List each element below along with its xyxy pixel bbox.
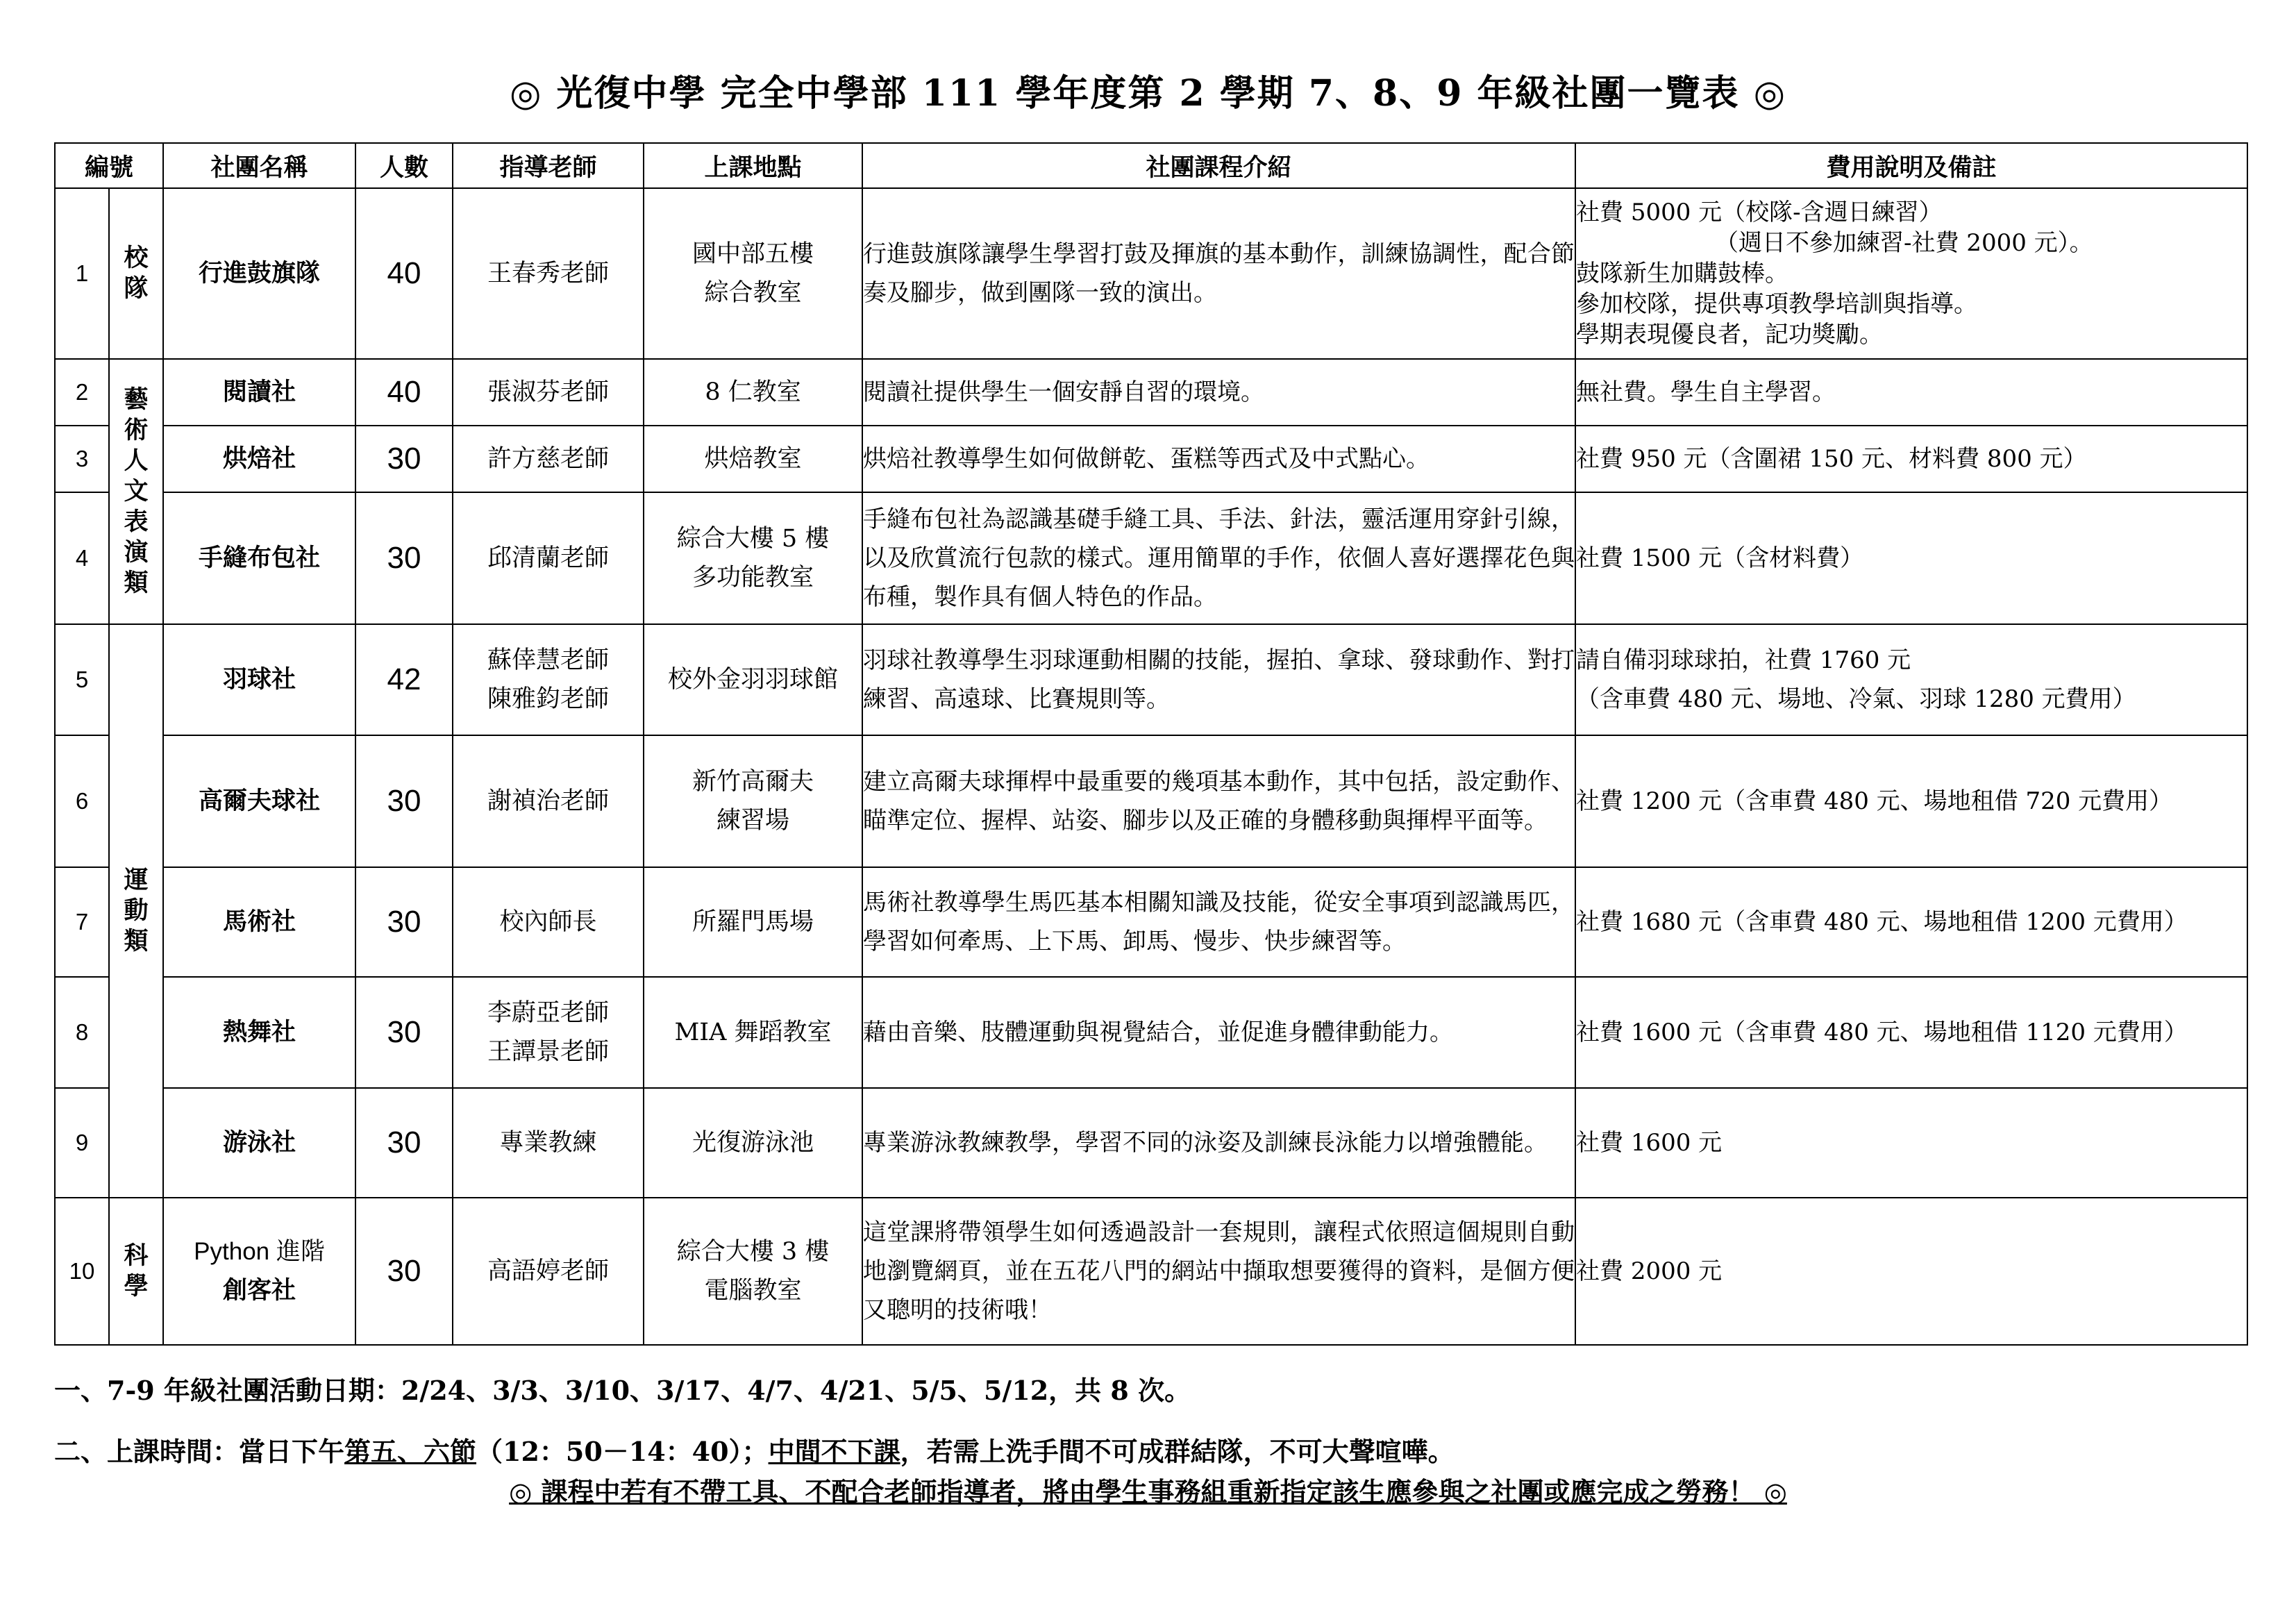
teacher	[453, 977, 644, 1088]
fee-note: 社費 1680 元（含車費 480 元、場地租借 1200 元費用）	[1575, 867, 2247, 977]
row-no: 10	[55, 1198, 109, 1345]
row-no: 5	[55, 624, 109, 735]
category-science	[109, 1198, 163, 1345]
club-name	[163, 1198, 355, 1345]
location	[644, 735, 862, 867]
club-table	[54, 142, 2248, 1346]
header-location: 上課地點	[644, 143, 862, 188]
row-no: 7	[55, 867, 109, 977]
member-count: 30	[355, 426, 453, 492]
member-count: 42	[355, 624, 453, 735]
course-intro: 專業游泳教練教學，學習不同的泳姿及訓練長泳能力以增強體能。	[862, 1088, 1575, 1198]
location-line: 綜合教室	[704, 279, 802, 307]
table-row	[55, 359, 2247, 426]
member-count: 30	[355, 735, 453, 867]
fee-note: 社費 1600 元	[1575, 1088, 2247, 1198]
fee-note: 社費 950 元（含圍裙 150 元、材料費 800 元）	[1575, 426, 2247, 492]
club-name: 游泳社	[163, 1088, 355, 1198]
location	[644, 492, 862, 624]
row-no: 4	[55, 492, 109, 624]
course-intro: 藉由音樂、肢體運動與視覺結合，並促進身體律動能力。	[862, 977, 1575, 1088]
header-no: 編號	[55, 143, 163, 188]
fee-note: 無社費。學生自主學習。	[1575, 359, 2247, 426]
club-name-line: 創客社	[223, 1276, 296, 1305]
teacher-line: 蘇倖慧老師	[487, 646, 610, 674]
location: MIA 舞蹈教室	[644, 977, 862, 1088]
teacher: 張淑芬老師	[453, 359, 644, 426]
teacher: 高語婷老師	[453, 1198, 644, 1345]
location-line: 電腦教室	[704, 1277, 802, 1305]
category-arts	[109, 359, 163, 624]
note-emphasis: 中間不下課	[768, 1436, 900, 1467]
teacher-line: 陳雅鈞老師	[487, 685, 610, 713]
location: 烘焙教室	[644, 426, 862, 492]
location: 所羅門馬場	[644, 867, 862, 977]
fee-line: 請自備羽球球拍，社費 1760 元	[1576, 646, 1911, 674]
category-label: 運動類	[124, 866, 149, 955]
course-intro: 馬術社教導學生馬匹基本相關知識及技能，從安全事項到認識馬匹，學習如何牽馬、上下馬、卸馬、慢步、快步練習等。	[862, 867, 1575, 977]
club-name: 熱舞社	[163, 977, 355, 1088]
teacher: 謝禎治老師	[453, 735, 644, 867]
course-intro: 這堂課將帶領學生如何透過設計一套規則，讓程式依照這個規則自動地瀏覽網頁，並在五花八門的網站中擷取想要獲得的資料，是個方便又聰明的技術哦！	[862, 1198, 1575, 1345]
member-count: 30	[355, 977, 453, 1088]
teacher-line: 王譚景老師	[487, 1038, 610, 1066]
category-label: 科學	[124, 1241, 149, 1300]
club-name: 閱讀社	[163, 359, 355, 426]
category-school-team	[109, 188, 163, 359]
category-label: 校隊	[124, 244, 149, 303]
fee-note	[1575, 624, 2247, 735]
teacher	[453, 624, 644, 735]
header-intro: 社團課程介紹	[862, 143, 1575, 188]
header-fee: 費用說明及備註	[1575, 143, 2247, 188]
club-name: 行進鼓旗隊	[163, 188, 355, 359]
location-line: 多功能教室	[692, 564, 814, 592]
fee-note	[1575, 188, 2247, 359]
location: 光復游泳池	[644, 1088, 862, 1198]
table-row	[55, 735, 2247, 867]
fee-line: （含車費 480 元、場地、冷氣、羽球 1280 元費用）	[1576, 685, 2136, 713]
member-count: 40	[355, 188, 453, 359]
fee-note: 社費 2000 元	[1575, 1198, 2247, 1345]
table-row	[55, 624, 2247, 735]
course-intro: 羽球社教導學生羽球運動相關的技能，握拍、拿球、發球動作、對打練習、高遠球、比賽規則等。	[862, 624, 1575, 735]
teacher: 王春秀老師	[453, 188, 644, 359]
location-line: 綜合大樓 5 樓	[676, 525, 830, 553]
table-row	[55, 1088, 2247, 1198]
teacher: 校內師長	[453, 867, 644, 977]
table-row	[55, 492, 2247, 624]
location-line: 綜合大樓 3 樓	[676, 1238, 830, 1266]
table-row	[55, 977, 2247, 1088]
member-count: 30	[355, 1088, 453, 1198]
location-line: 國中部五樓	[692, 240, 814, 268]
row-no: 3	[55, 426, 109, 492]
teacher: 邱清蘭老師	[453, 492, 644, 624]
teacher: 專業教練	[453, 1088, 644, 1198]
row-no: 1	[55, 188, 109, 359]
row-no: 9	[55, 1088, 109, 1198]
header-teacher: 指導老師	[453, 143, 644, 188]
fee-note: 社費 1200 元（含車費 480 元、場地租借 720 元費用）	[1575, 735, 2247, 867]
club-name-line: Python 進階	[194, 1238, 325, 1265]
fee-line: （週日不參加練習-社費 2000 元）。	[1715, 229, 2093, 257]
note-class-time	[54, 1430, 1455, 1468]
table-row	[55, 188, 2247, 359]
teacher: 許方慈老師	[453, 426, 644, 492]
location: 校外金羽羽球館	[644, 624, 862, 735]
fee-line: 社費 5000 元（校隊-含週日練習）	[1576, 199, 1943, 226]
note-activity-dates: 一、7-9 年級社團活動日期：2/24、3/3、3/10、3/17、4/7、4/21、5/5、5/12，共 8 次。	[54, 1375, 1191, 1406]
fee-note: 社費 1600 元（含車費 480 元、場地租借 1120 元費用）	[1575, 977, 2247, 1088]
header-name: 社團名稱	[163, 143, 355, 188]
page-title: ◎ 光復中學 完全中學部 111 學年度第 2 學期 7、8、9 年級社團一覽表 ◎	[510, 72, 1786, 115]
table-row	[55, 1198, 2247, 1345]
fee-line: 學期表現優良者，記功獎勵。	[1576, 321, 1884, 349]
club-name: 烘焙社	[163, 426, 355, 492]
fee-line: 參加校隊，提供專項教學培訓與指導。	[1576, 290, 1978, 318]
location	[644, 188, 862, 359]
note-text: ，若需上洗手間不可成群結隊，不可大聲喧嘩。	[900, 1436, 1455, 1467]
course-intro: 手縫布包社為認識基礎手縫工具、手法、針法，靈活運用穿針引線，以及欣賞流行包款的樣式。運用簡單的手作，依個人喜好選擇花色與布種，製作具有個人特色的作品。	[862, 492, 1575, 624]
club-name: 手縫布包社	[163, 492, 355, 624]
row-no: 8	[55, 977, 109, 1088]
location	[644, 1198, 862, 1345]
row-no: 2	[55, 359, 109, 426]
table-header-row	[55, 143, 2247, 188]
member-count: 30	[355, 867, 453, 977]
note-emphasis: 第五、六節	[344, 1436, 477, 1467]
table-row	[55, 426, 2247, 492]
fee-note: 社費 1500 元（含材料費）	[1575, 492, 2247, 624]
club-name: 高爾夫球社	[163, 735, 355, 867]
club-name: 馬術社	[163, 867, 355, 977]
note-warning: ◎ 課程中若有不帶工具、不配合老師指導者，將由學生事務組重新指定該生應參與之社團或應完成之勞務！ ◎	[509, 1476, 1787, 1507]
teacher-line: 李蔚亞老師	[487, 999, 610, 1027]
note-text: 二、上課時間：當日下午	[54, 1436, 345, 1467]
member-count: 30	[355, 1198, 453, 1345]
fee-line: 鼓隊新生加購鼓棒。	[1576, 260, 1789, 287]
member-count: 40	[355, 359, 453, 426]
location-line: 練習場	[717, 807, 790, 835]
course-intro: 閱讀社提供學生一個安靜自習的環境。	[862, 359, 1575, 426]
table-row	[55, 867, 2247, 977]
header-count: 人數	[355, 143, 453, 188]
category-label: 藝術人文表演類	[124, 385, 149, 597]
category-sports	[109, 624, 163, 1198]
course-intro: 建立高爾夫球揮桿中最重要的幾項基本動作，其中包括，設定動作、瞄準定位、握桿、站姿、腳步以及正確的身體移動與揮桿平面等。	[862, 735, 1575, 867]
member-count: 30	[355, 492, 453, 624]
note-text: （12：50－14：40）；	[476, 1436, 769, 1467]
club-name: 羽球社	[163, 624, 355, 735]
course-intro: 行進鼓旗隊讓學生學習打鼓及揮旗的基本動作，訓練協調性，配合節奏及腳步，做到團隊一致的演出。	[862, 188, 1575, 359]
location-line: 新竹高爾夫	[692, 768, 814, 796]
row-no: 6	[55, 735, 109, 867]
location: 8 仁教室	[644, 359, 862, 426]
course-intro: 烘焙社教導學生如何做餅乾、蛋糕等西式及中式點心。	[862, 426, 1575, 492]
